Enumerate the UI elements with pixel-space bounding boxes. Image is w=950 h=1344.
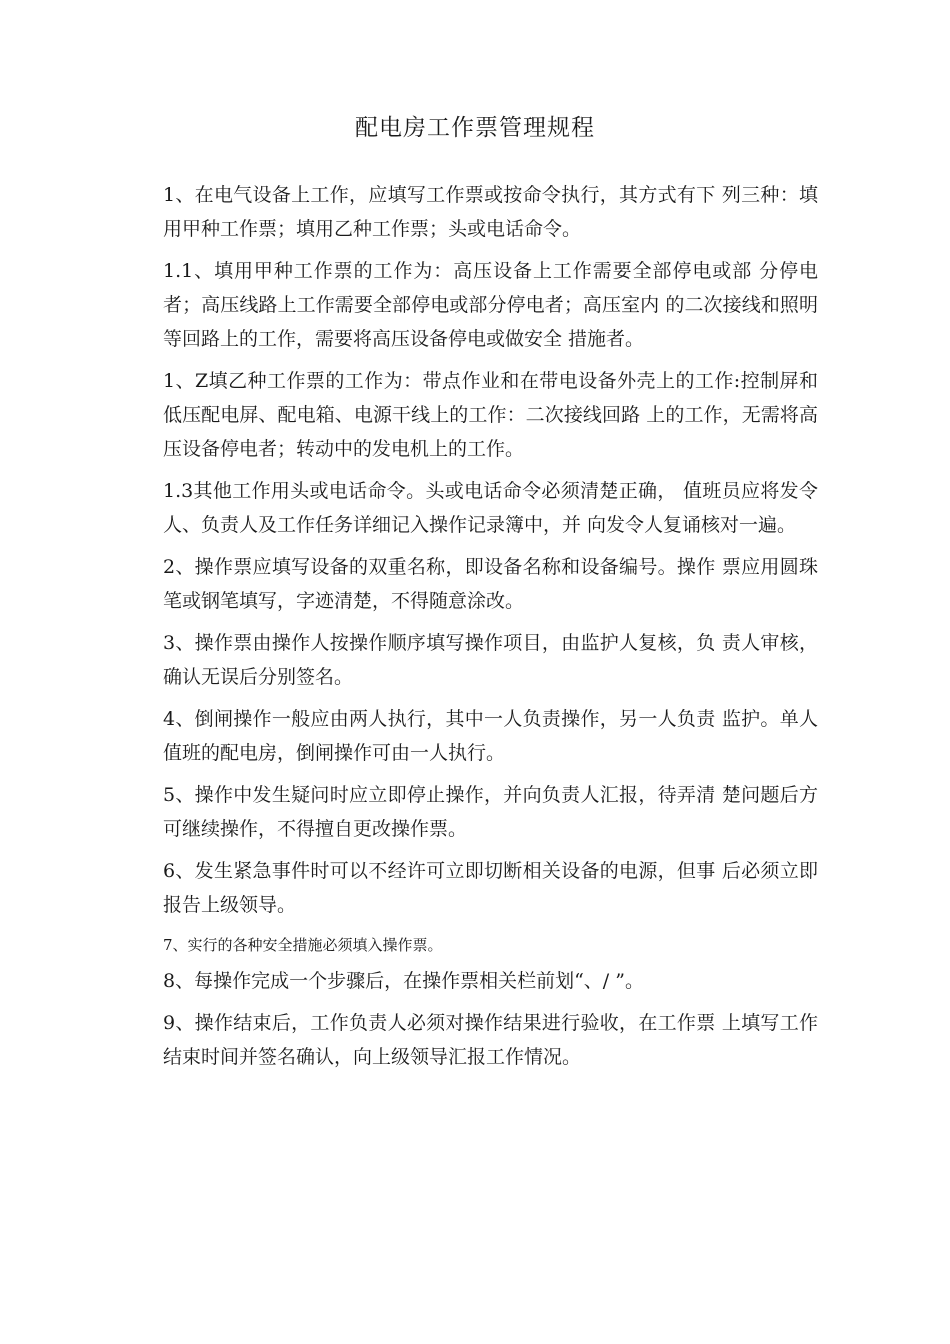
paragraph-1: 1、在电气设备上工作，应填写工作票或按命令执行，其方式有下 列三种：填用甲种工作票；填用乙种工作票；头或电话命令。 [163,184,818,240]
paragraph-1-2: 1、Z填乙种工作票的工作为：带点作业和在带电设备外壳上的工作:控制屏和低压配电屏、配电箱、电源干线上的工作：二次接线回路 上的工作，无需将高压设备停电者；转动中的发电机上的工作。 [163,370,818,460]
paragraph-2: 2、操作票应填写设备的双重名称，即设备名称和设备编号。操作 票应用圆珠笔或钢笔填写，字迹清楚，不得随意涂改。 [163,556,818,612]
document-body [163,178,818,1082]
paragraph-6: 6、发生紧急事件时可以不经许可立即切断相关设备的电源，但事 后必须立即报告上级领导。 [163,860,818,916]
document-title: 配电房工作票管理规程 [355,115,595,141]
paragraph-1-3: 1.3其他工作用头或电话命令。头或电话命令必须清楚正确， 值班员应将发令人、负责人及工作任务详细记入操作记录簿中，并 向发令人复诵核对一遍。 [163,480,818,536]
paragraph-7: 7、实行的各种安全措施必须填入操作票。 [163,936,443,954]
paragraph-5: 5、操作中发生疑问时应立即停止操作，并向负责人汇报，待弄清 楚问题后方可继续操作，不得擅自更改操作票。 [163,784,818,840]
paragraph-4: 4、倒闸操作一般应由两人执行，其中一人负责操作，另一人负责 监护。单人值班的配电房，倒闸操作可由一人执行。 [163,708,818,764]
paragraph-3: 3、操作票由操作人按操作顺序填写操作项目，由监护人复核，负 责人审核，确认无误后分别签名。 [163,632,818,688]
paragraph-9: 9、操作结束后，工作负责人必须对操作结果进行验收，在工作票 上填写工作结束时间并签名确认，向上级领导汇报工作情况。 [163,1012,818,1068]
paragraph-1-1: 1.1、填用甲种工作票的工作为：高压设备上工作需要全部停电或部 分停电者；高压线路上工作需要全部停电或部分停电者；高压室内 的二次接线和照明等回路上的工作，需要将高压设备停电或做安全 措施者。 [163,260,818,350]
paragraph-8: 8、每操作完成一个步骤后，在操作票相关栏前划“、/ ”。 [163,970,644,992]
